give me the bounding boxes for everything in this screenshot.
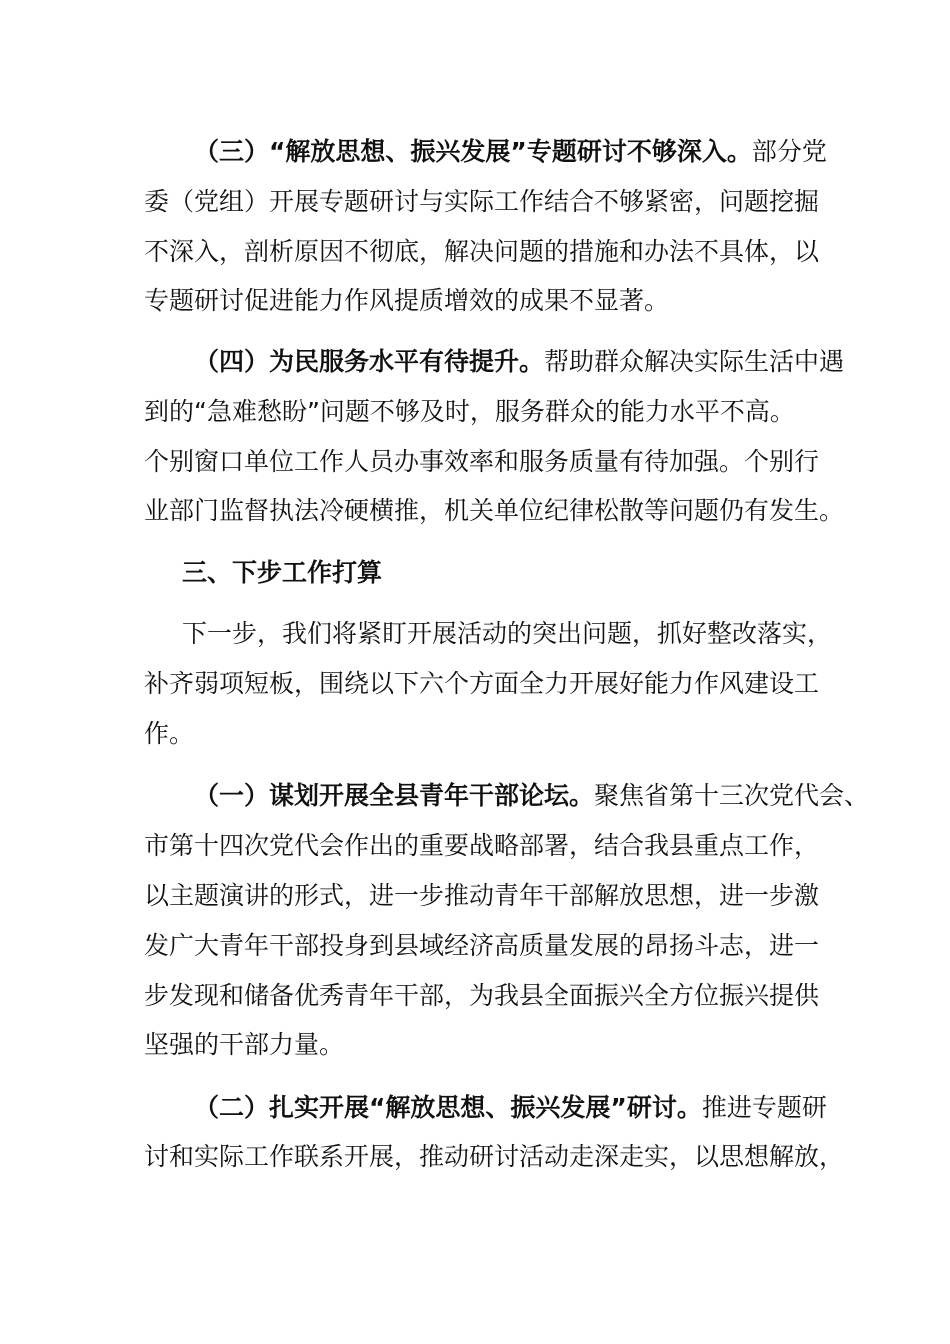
sec3-text: 部分党 (751, 137, 827, 166)
paragraph-sec3-line-2: 委（党组）开展专题研讨与实际工作结合不够紧密，问题挖掘 (144, 187, 820, 216)
paragraph-sec4-line-2: 到的“急难愁盼”问题不够及时，服务群众的能力水平不高。 (144, 397, 795, 426)
item1-bold-title: （一）谋划开展全县青年干部论坛。 (194, 781, 595, 810)
paragraph-item1-line-3: 以主题演讲的形式，进一步推动青年干部解放思想，进一步激 (144, 881, 820, 910)
paragraph-sec4-line-1 (194, 346, 844, 378)
paragraph-sec4-line-3: 个别窗口单位工作人员办事效率和服务质量有待加强。个别行 (144, 447, 820, 476)
paragraph-item1-line-5: 步发现和储备优秀青年干部，为我县全面振兴全方位振兴提供 (144, 981, 820, 1010)
paragraph-intro-line-2: 补齐弱项短板，围绕以下六个方面全力开展好能力作风建设工 (144, 669, 820, 698)
paragraph-sec3-line-1 (194, 136, 827, 168)
section-heading-part3: 三、下步工作打算 (182, 558, 383, 587)
paragraph-item1-line-2: 市第十四次党代会作出的重要战略部署，结合我县重点工作， (144, 831, 820, 860)
paragraph-item1-line-4: 发广大青年干部投身到县域经济高质量发展的昂扬斗志，进一 (144, 931, 820, 960)
sec4-text: 帮助群众解决实际生活中遇 (544, 347, 845, 376)
sec4-bold-title: （四）为民服务水平有待提升。 (194, 347, 545, 376)
paragraph-item2-line-1 (194, 1092, 827, 1124)
paragraph-intro-line-3: 作。 (144, 719, 195, 748)
paragraph-sec4-line-4: 业部门监督执法冷硬横推，机关单位纪律松散等问题仍有发生。 (144, 496, 845, 525)
sec3-bold-title: （三）“解放思想、振兴发展”专题研讨不够深入。 (194, 137, 752, 166)
paragraph-item1-line-6: 坚强的干部力量。 (144, 1030, 345, 1059)
paragraph-sec3-line-4: 专题研讨促进能力作风提质增效的成果不显著。 (144, 286, 670, 315)
paragraph-item1-line-1 (194, 780, 869, 812)
paragraph-item2-line-2: 讨和实际工作联系开展，推动研讨活动走深走实，以思想解放， (144, 1142, 845, 1171)
paragraph-sec3-line-3: 不深入，剖析原因不彻底，解决问题的措施和办法不具体，以 (144, 237, 820, 266)
item1-text: 聚焦省第十三次党代会、 (594, 781, 870, 810)
item2-text: 推进专题研 (701, 1093, 827, 1122)
paragraph-intro-line-1: 下一步，我们将紧盯开展活动的突出问题，抓好整改落实， (182, 619, 833, 648)
item2-bold-title: （二）扎实开展“解放思想、振兴发展”研讨。 (194, 1093, 702, 1122)
